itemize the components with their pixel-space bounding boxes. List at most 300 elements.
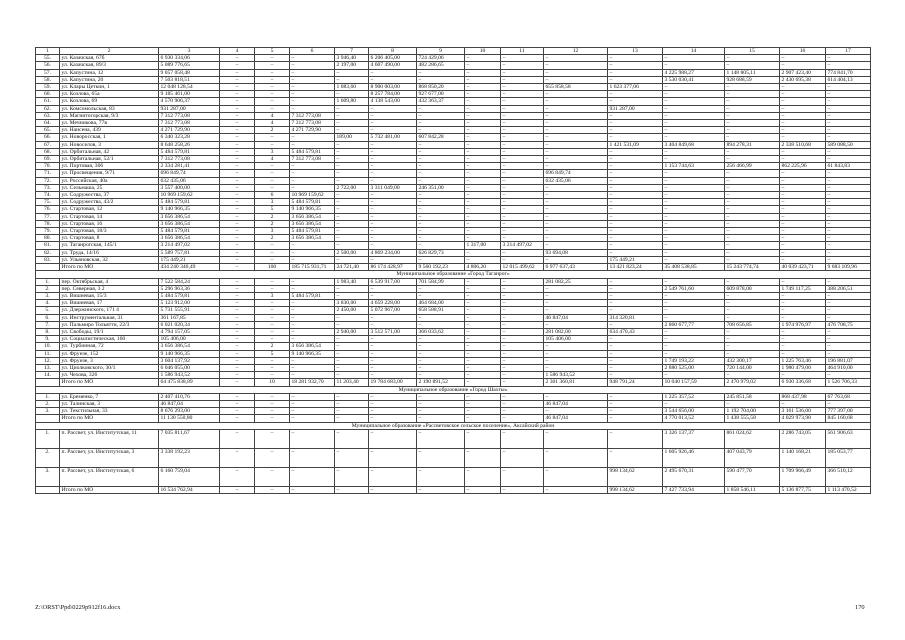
value-cell: – — [220, 467, 255, 486]
value-cell: – — [369, 192, 417, 199]
value-cell: 100 — [255, 264, 290, 271]
row-number-cell — [36, 415, 60, 422]
value-cell: – — [417, 314, 465, 321]
value-cell: – — [663, 112, 725, 119]
value-cell: – — [501, 336, 544, 343]
value-cell: – — [501, 350, 544, 357]
data-table — [35, 47, 871, 494]
value-cell: – — [220, 76, 255, 83]
value-cell: – — [608, 307, 663, 314]
value-cell: – — [220, 328, 255, 335]
value-cell: – — [465, 163, 501, 170]
column-number-header: 1 — [36, 48, 60, 55]
row-number-cell: 55. — [36, 55, 60, 62]
row-number-cell: 10. — [36, 343, 60, 350]
value-cell: – — [220, 278, 255, 285]
table-row — [36, 220, 871, 227]
address-cell: ул. Дзержинского, 171 4 — [60, 307, 159, 314]
value-cell: 696 849,74 — [544, 170, 608, 177]
value-cell: – — [290, 400, 335, 407]
value-cell: – — [544, 112, 608, 119]
value-cell: – — [220, 213, 255, 220]
value-cell: – — [608, 408, 663, 415]
value-cell: 5 136 877,75 — [780, 486, 826, 493]
value-cell: – — [544, 242, 608, 249]
value-cell: – — [826, 156, 871, 163]
value-cell: – — [369, 199, 417, 206]
row-number-cell — [36, 379, 60, 386]
table-row — [36, 408, 871, 415]
value-cell: 634 470,43 — [608, 328, 663, 335]
value-cell: – — [725, 372, 780, 379]
value-cell: – — [290, 55, 335, 62]
value-cell: – — [544, 292, 608, 299]
value-cell: – — [608, 364, 663, 371]
value-cell: 175 449,21 — [159, 256, 220, 263]
row-number-cell: 61. — [36, 98, 60, 105]
value-cell: – — [290, 98, 335, 105]
address-cell: ул. Козлова, 65а — [60, 91, 159, 98]
value-cell: 432 300,17 — [725, 357, 780, 364]
value-cell: – — [255, 448, 290, 467]
value-cell: – — [501, 206, 544, 213]
value-cell: 2 860 677,77 — [663, 321, 725, 328]
value-cell: 16 534 762,94 — [159, 486, 220, 493]
value-cell: 67 763,68 — [826, 393, 871, 400]
value-cell: – — [725, 249, 780, 256]
row-number-cell: 64. — [36, 120, 60, 127]
value-cell: – — [220, 307, 255, 314]
value-cell: – — [220, 69, 255, 76]
value-cell: – — [725, 307, 780, 314]
table-row — [36, 292, 871, 299]
value-cell: – — [608, 76, 663, 83]
value-cell: – — [608, 206, 663, 213]
value-cell: 434 240 340,49 — [159, 264, 220, 271]
value-cell: – — [501, 184, 544, 191]
value-cell: – — [255, 249, 290, 256]
table-row — [36, 350, 871, 357]
value-cell: – — [220, 249, 255, 256]
value-cell: – — [501, 76, 544, 83]
address-cell: пер. Северная, 3 2 — [60, 285, 159, 292]
value-cell: – — [501, 98, 544, 105]
value-cell: 3 — [255, 199, 290, 206]
value-cell: 5 072 967,00 — [369, 307, 417, 314]
value-cell: – — [220, 448, 255, 467]
value-cell: – — [725, 148, 780, 155]
value-cell: 708 656,85 — [725, 321, 780, 328]
value-cell: 2 197,00 — [335, 62, 369, 69]
row-number-cell: 60. — [36, 91, 60, 98]
value-cell: 931 287,00 — [608, 105, 663, 112]
value-cell: – — [608, 249, 663, 256]
value-cell: – — [465, 177, 501, 184]
value-cell: – — [290, 321, 335, 328]
value-cell: – — [369, 235, 417, 242]
value-cell: – — [465, 379, 501, 386]
value-cell: – — [220, 91, 255, 98]
value-cell: – — [725, 206, 780, 213]
value-cell: – — [465, 134, 501, 141]
value-cell: – — [417, 148, 465, 155]
table-row — [36, 314, 871, 321]
value-cell: 3 161 536,00 — [780, 408, 826, 415]
value-cell: – — [780, 292, 826, 299]
value-cell: 928 688,59 — [725, 76, 780, 83]
value-cell: – — [780, 177, 826, 184]
value-cell: – — [608, 285, 663, 292]
value-cell: 12 048 128,54 — [159, 84, 220, 91]
value-cell: – — [220, 408, 255, 415]
value-cell: – — [663, 336, 725, 343]
value-cell: – — [608, 415, 663, 422]
table-row — [36, 199, 871, 206]
value-cell: 46 847,04 — [544, 400, 608, 407]
value-cell: 1 858 546,11 — [725, 486, 780, 493]
value-cell: – — [369, 105, 417, 112]
value-cell: – — [608, 350, 663, 357]
value-cell: – — [417, 336, 465, 343]
value-cell: 3 512 571,00 — [369, 328, 417, 335]
table-row — [36, 285, 871, 292]
value-cell: – — [826, 112, 871, 119]
value-cell: – — [780, 112, 826, 119]
value-cell: 2 407 410,76 — [159, 393, 220, 400]
value-cell: 3 656 386,54 — [290, 343, 335, 350]
value-cell: – — [255, 134, 290, 141]
value-cell: – — [290, 486, 335, 493]
value-cell: 10 — [255, 379, 290, 386]
value-cell: 9 140 966,35 — [159, 206, 220, 213]
value-cell: – — [501, 156, 544, 163]
value-cell: – — [501, 148, 544, 155]
table-row — [36, 213, 871, 220]
value-cell: – — [501, 278, 544, 285]
value-cell: 7 312 773,08 — [290, 120, 335, 127]
value-cell: – — [255, 467, 290, 486]
value-cell: – — [220, 350, 255, 357]
table-row — [36, 206, 871, 213]
total-row — [36, 486, 871, 493]
row-number-cell: 58. — [36, 76, 60, 83]
value-cell: – — [663, 134, 725, 141]
value-cell: 7 312 773,08 — [290, 156, 335, 163]
value-cell: 7 503 818,51 — [159, 76, 220, 83]
value-cell: – — [290, 76, 335, 83]
row-number-cell: 68. — [36, 148, 60, 155]
value-cell: 626 829,73 — [417, 249, 465, 256]
value-cell: – — [369, 393, 417, 400]
value-cell: – — [501, 69, 544, 76]
value-cell: – — [725, 199, 780, 206]
value-cell: – — [608, 343, 663, 350]
value-cell: 5 484 579,81 — [159, 148, 220, 155]
address-cell: ул. Новоселов, 3 — [60, 141, 159, 148]
value-cell: 4 794 157,05 — [159, 328, 220, 335]
table-row — [36, 177, 871, 184]
column-number-header: 14 — [663, 48, 725, 55]
row-number-cell: 1. — [36, 278, 60, 285]
value-cell: – — [335, 242, 369, 249]
value-cell: – — [544, 429, 608, 448]
table-row — [36, 448, 871, 467]
value-cell: – — [417, 242, 465, 249]
value-cell: – — [417, 192, 465, 199]
value-cell: – — [335, 372, 369, 379]
value-cell: – — [255, 328, 290, 335]
value-cell: – — [255, 486, 290, 493]
value-cell: 2 470 979,02 — [725, 379, 780, 386]
value-cell: – — [290, 364, 335, 371]
value-cell: – — [501, 91, 544, 98]
value-cell: – — [335, 156, 369, 163]
value-cell: – — [417, 120, 465, 127]
address-cell: ул. Портовая, 306 — [60, 163, 159, 170]
value-cell: – — [501, 220, 544, 227]
value-cell: – — [465, 300, 501, 307]
value-cell: – — [780, 62, 826, 69]
column-number-header: 8 — [369, 48, 417, 55]
value-cell: 777 397,00 — [826, 408, 871, 415]
value-cell: 861 024,62 — [725, 429, 780, 448]
value-cell: – — [335, 357, 369, 364]
value-cell: 4 271 729,90 — [159, 127, 220, 134]
value-cell: – — [465, 84, 501, 91]
row-number-cell: 62. — [36, 105, 60, 112]
value-cell: – — [255, 393, 290, 400]
value-cell: – — [725, 177, 780, 184]
table-row — [36, 364, 871, 371]
value-cell: – — [417, 372, 465, 379]
value-cell: – — [780, 235, 826, 242]
value-cell: – — [255, 55, 290, 62]
table-header-row — [36, 48, 871, 55]
value-cell: – — [465, 343, 501, 350]
value-cell: – — [544, 343, 608, 350]
value-cell: – — [465, 98, 501, 105]
value-cell: – — [501, 486, 544, 493]
value-cell: – — [826, 170, 871, 177]
value-cell: – — [544, 148, 608, 155]
value-cell: 845 160,68 — [826, 415, 871, 422]
value-cell: – — [780, 206, 826, 213]
value-cell: 862 225,96 — [780, 163, 826, 170]
row-number-cell: 63. — [36, 112, 60, 119]
value-cell: 894 278,31 — [725, 141, 780, 148]
value-cell: 1 317,00 — [465, 242, 501, 249]
value-cell: – — [369, 242, 417, 249]
value-cell: – — [826, 91, 871, 98]
value-cell: – — [417, 486, 465, 493]
value-cell: – — [335, 170, 369, 177]
value-cell: – — [369, 120, 417, 127]
value-cell: – — [544, 134, 608, 141]
address-cell: Итого по МО — [60, 415, 159, 422]
value-cell: 2 500,00 — [335, 249, 369, 256]
value-cell: – — [220, 55, 255, 62]
value-cell: 2 495 670,31 — [663, 467, 725, 486]
value-cell: 2 880 525,00 — [663, 364, 725, 371]
value-cell: – — [780, 199, 826, 206]
value-cell: 5 089 776,65 — [159, 62, 220, 69]
value-cell: 464 910,00 — [826, 364, 871, 371]
value-cell: – — [417, 127, 465, 134]
value-cell: – — [725, 300, 780, 307]
column-number-header: 12 — [544, 48, 608, 55]
value-cell: – — [663, 300, 725, 307]
value-cell: – — [417, 235, 465, 242]
value-cell: – — [608, 62, 663, 69]
value-cell: – — [220, 98, 255, 105]
address-cell: ул. Магнитогорская, 9/3 — [60, 112, 159, 119]
value-cell: 9 140 966,35 — [290, 350, 335, 357]
value-cell: – — [663, 105, 725, 112]
value-cell: – — [255, 285, 290, 292]
value-cell: – — [544, 213, 608, 220]
table-row — [36, 62, 871, 69]
value-cell: – — [501, 120, 544, 127]
value-cell: – — [417, 408, 465, 415]
value-cell: – — [290, 408, 335, 415]
value-cell: – — [465, 256, 501, 263]
row-number-cell: 72. — [36, 177, 60, 184]
column-number-header: 9 — [417, 48, 465, 55]
value-cell: – — [501, 235, 544, 242]
value-cell: – — [220, 141, 255, 148]
value-cell: 86 174 428,97 — [369, 264, 417, 271]
table-row — [36, 300, 871, 307]
value-cell: – — [417, 343, 465, 350]
value-cell: – — [780, 120, 826, 127]
column-number-header: 17 — [826, 48, 871, 55]
value-cell: – — [290, 336, 335, 343]
value-cell: – — [465, 448, 501, 467]
value-cell: 658 588,91 — [417, 307, 465, 314]
value-cell: – — [780, 336, 826, 343]
value-cell: – — [544, 235, 608, 242]
value-cell: – — [544, 163, 608, 170]
value-cell: – — [255, 84, 290, 91]
section-row — [36, 422, 871, 429]
value-cell: – — [544, 408, 608, 415]
value-cell: – — [417, 76, 465, 83]
value-cell: – — [725, 278, 780, 285]
value-cell: – — [335, 112, 369, 119]
value-cell: 18 281 932,70 — [290, 379, 335, 386]
value-cell: 1 192 704,00 — [725, 408, 780, 415]
value-cell: – — [220, 256, 255, 263]
value-cell: – — [826, 206, 871, 213]
value-cell: – — [290, 393, 335, 400]
value-cell: – — [255, 163, 290, 170]
value-cell: – — [826, 55, 871, 62]
value-cell: – — [465, 328, 501, 335]
value-cell: 1 749 117,25 — [780, 285, 826, 292]
value-cell: – — [501, 170, 544, 177]
value-cell: – — [826, 256, 871, 263]
value-cell: – — [290, 91, 335, 98]
value-cell: – — [780, 278, 826, 285]
value-cell: 93 694,08 — [544, 249, 608, 256]
value-cell: – — [255, 170, 290, 177]
address-cell: ул. Фрунзе, 152 — [60, 350, 159, 357]
value-cell: – — [335, 350, 369, 357]
value-cell: – — [544, 256, 608, 263]
value-cell: – — [501, 84, 544, 91]
value-cell: – — [663, 307, 725, 314]
value-cell: – — [544, 127, 608, 134]
value-cell: – — [544, 192, 608, 199]
value-cell: – — [369, 364, 417, 371]
value-cell: – — [465, 415, 501, 422]
value-cell: 3 656 386,54 — [159, 235, 220, 242]
value-cell: 3 656 386,54 — [290, 220, 335, 227]
value-cell: – — [544, 69, 608, 76]
value-cell: – — [544, 55, 608, 62]
value-cell: – — [501, 343, 544, 350]
value-cell: 10 040 157,59 — [663, 379, 725, 386]
value-cell: – — [780, 105, 826, 112]
value-cell: – — [255, 91, 290, 98]
value-cell: 3 830,00 — [335, 300, 369, 307]
table-row — [36, 91, 871, 98]
value-cell: – — [608, 156, 663, 163]
value-cell: 281 082,25 — [544, 278, 608, 285]
value-cell: 3 656 386,54 — [159, 213, 220, 220]
value-cell: – — [255, 429, 290, 448]
value-cell: – — [417, 350, 465, 357]
value-cell: 720 144,00 — [725, 364, 780, 371]
value-cell: – — [501, 55, 544, 62]
value-cell: – — [826, 372, 871, 379]
value-cell: – — [780, 148, 826, 155]
value-cell: – — [826, 120, 871, 127]
value-cell: – — [544, 300, 608, 307]
value-cell: – — [465, 357, 501, 364]
value-cell: 2 190 891,52 — [417, 379, 465, 386]
value-cell: – — [544, 307, 608, 314]
value-cell: – — [220, 486, 255, 493]
value-cell: – — [663, 199, 725, 206]
value-cell: 6 021 020,34 — [159, 321, 220, 328]
table-row — [36, 393, 871, 400]
value-cell: – — [663, 278, 725, 285]
value-cell: – — [335, 285, 369, 292]
value-cell: – — [417, 156, 465, 163]
value-cell: – — [663, 127, 725, 134]
value-cell: – — [465, 235, 501, 242]
value-cell: – — [501, 357, 544, 364]
value-cell: 5 484 579,81 — [159, 228, 220, 235]
value-cell: – — [290, 307, 335, 314]
value-cell: – — [501, 364, 544, 371]
value-cell: 9 185 461,00 — [159, 91, 220, 98]
value-cell: – — [608, 292, 663, 299]
value-cell: 13 421 823,24 — [608, 264, 663, 271]
table-row — [36, 256, 871, 263]
value-cell: – — [663, 400, 725, 407]
value-cell: – — [220, 429, 255, 448]
value-cell: – — [290, 448, 335, 467]
value-cell: – — [255, 177, 290, 184]
value-cell: 1 083,60 — [335, 84, 369, 91]
address-cell: ул. Казачская, 89/3 — [60, 62, 159, 69]
row-number-cell: 71. — [36, 170, 60, 177]
value-cell: – — [255, 98, 290, 105]
table-row — [36, 112, 871, 119]
value-cell: – — [501, 127, 544, 134]
